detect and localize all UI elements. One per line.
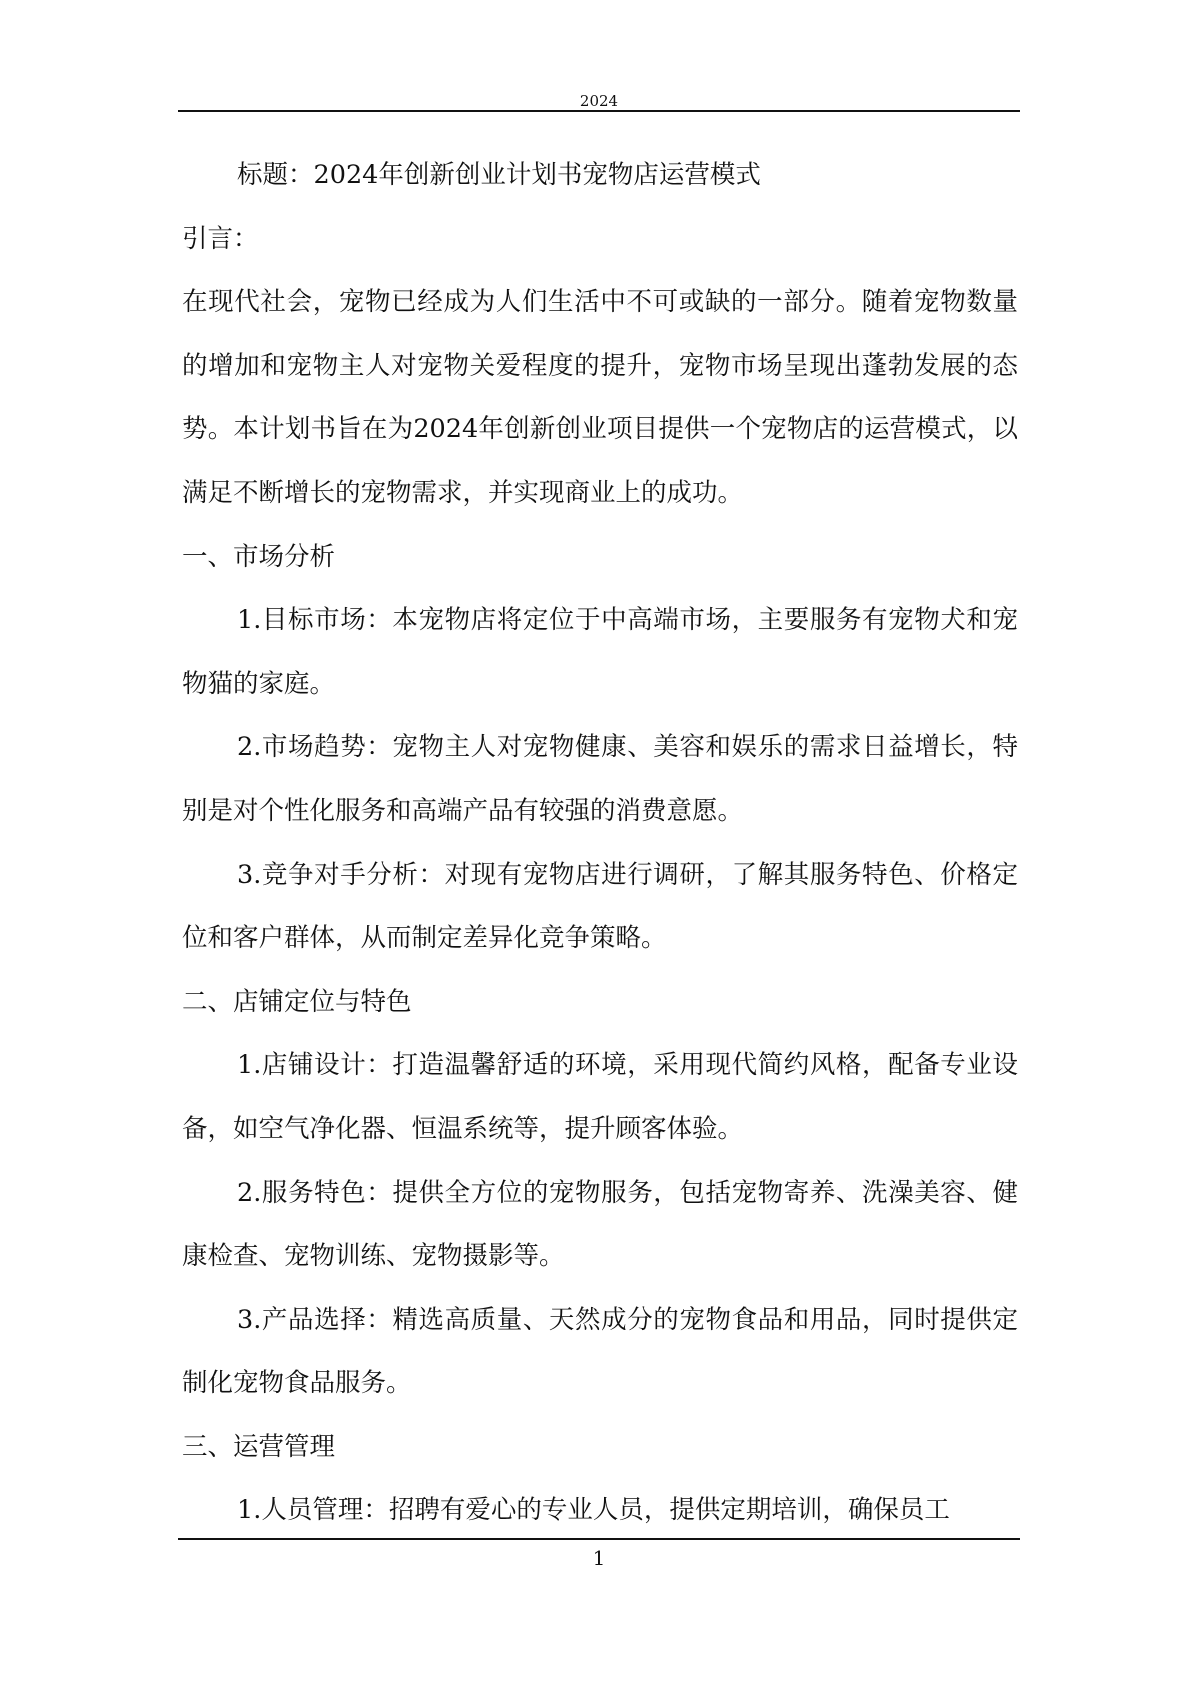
document-title: 标题：2024年创新创业计划书宠物店运营模式 <box>237 160 761 190</box>
list-item: 1.目标市场：本宠物店将定位于中高端市场，主要服务有宠物犬和宠物猫的家庭。 <box>182 605 1018 699</box>
section-heading: 三、运营管理 <box>182 1431 336 1462</box>
page-number: 1 <box>592 1546 606 1570</box>
document-body <box>182 144 1018 1532</box>
list-item: 3.产品选择：精选高质量、天然成分的宠物食品和用品，同时提供定制化宠物食品服务。 <box>182 1304 1018 1399</box>
intro-paragraph: 在现代社会，宠物已经成为人们生活中不可或缺的一部分。随着宠物数量的增加和宠物主人对宠物关爱程度的提升，宠物市场呈现出蓬勃发展的态势。本计划书旨在为2024年创新创业项目提供一个宠物店的运营模式，以满足不断增长的宠物需求，并实现商业上的成功。 <box>182 287 1018 508</box>
intro-heading: 引言： <box>182 223 259 254</box>
list-item: 2.市场趋势：宠物主人对宠物健康、美容和娱乐的需求日益增长，特别是对个性化服务和高端产品有较强的消费意愿。 <box>182 732 1018 826</box>
section-heading: 一、市场分析 <box>182 541 336 572</box>
list-item: 2.服务特色：提供全方位的宠物服务，包括宠物寄养、洗澡美容、健康检查、宠物训练、宠物摄影等。 <box>182 1177 1018 1272</box>
footer-divider <box>178 1538 1020 1540</box>
section-heading: 二、店铺定位与特色 <box>182 986 412 1017</box>
page-header: 2024 <box>579 92 619 110</box>
header-divider <box>178 110 1020 112</box>
list-item: 3.竞争对手分析：对现有宠物店进行调研，了解其服务特色、价格定位和客户群体，从而制定差异化竞争策略。 <box>182 859 1018 954</box>
list-item: 1.人员管理：招聘有爱心的专业人员，提供定期培训，确保员工 <box>237 1495 950 1526</box>
list-item: 1.店铺设计：打造温馨舒适的环境，采用现代简约风格，配备专业设备，如空气净化器、恒温系统等，提升顾客体验。 <box>182 1050 1018 1144</box>
